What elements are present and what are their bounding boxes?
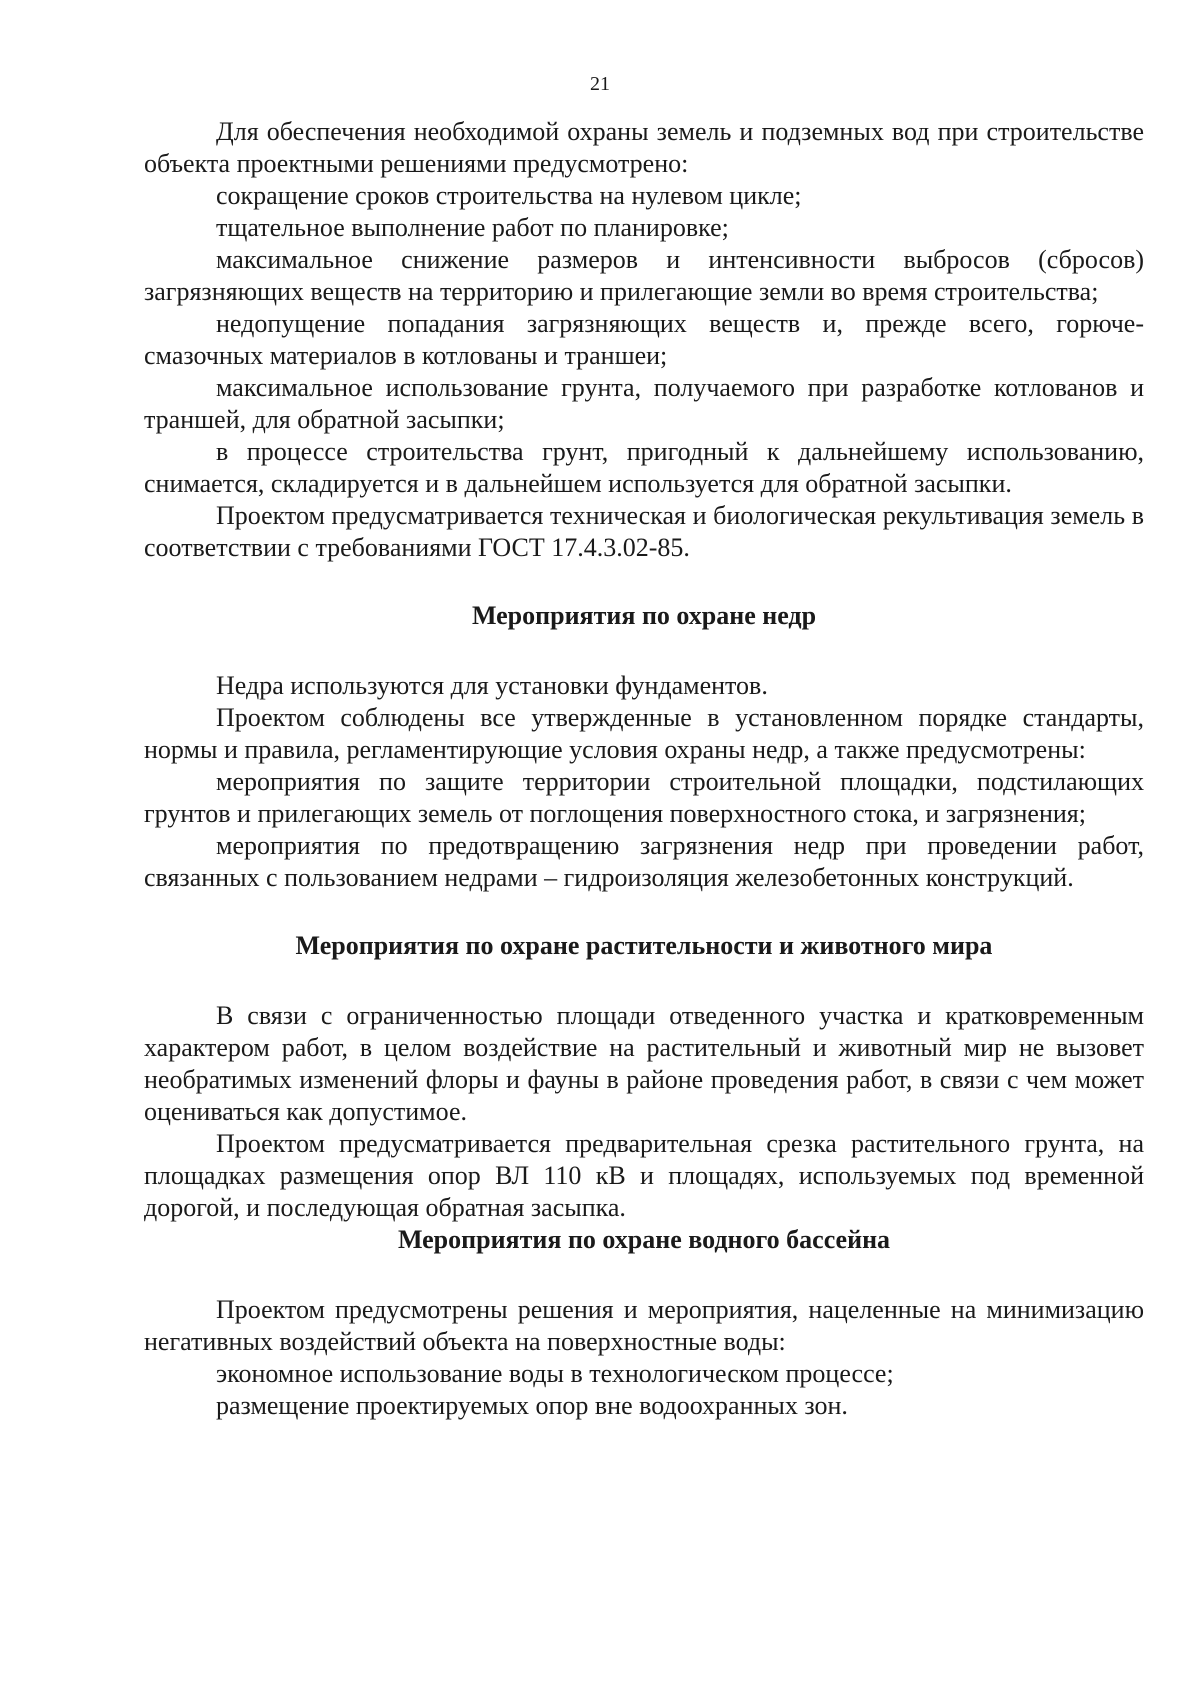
paragraph: В связи с ограниченностью площади отведенного участка и кратковременным характером работ, в целом воздействие на растительный и животный мир не вызовет необратимых изменений флоры и фауны в районе проведения работ, в связи с чем может оцениваться как допустимое. <box>144 1001 1144 1126</box>
paragraph: Проектом предусматривается предварительная срезка растительного грунта, на площадках размещения опор ВЛ 110 кВ и площадях, используемых под временной дорогой, и последующая обратная засыпка. <box>144 1129 1144 1222</box>
paragraph: Проектом предусмотрены решения и мероприятия, нацеленные на минимизацию негативных воздействий объекта на поверхностные воды: <box>144 1295 1144 1356</box>
paragraph: в процессе строительства грунт, пригодный к дальнейшему использованию, снимается, складируется и в дальнейшем используется для обратной засыпки. <box>144 437 1144 498</box>
paragraph: размещение проектируемых опор вне водоохранных зон. <box>216 1391 848 1420</box>
section-water-protection <box>144 1224 1144 1422</box>
paragraph: мероприятия по предотвращению загрязнения недр при проведении работ, связанных с пользованием недрами – гидроизоляция железобетонных конструкций. <box>144 831 1144 892</box>
section-heading: Мероприятия по охране недр <box>471 601 817 630</box>
section-subsoil-protection <box>144 600 1144 894</box>
paragraph: тщательное выполнение работ по планировке; <box>216 213 729 242</box>
section-heading: Мероприятия по охране растительности и животного мира <box>295 931 993 960</box>
paragraph: Проектом соблюдены все утвержденные в установленном порядке стандарты, нормы и правила, регламентирующие условия охраны недр, а также предусмотрены: <box>144 703 1144 764</box>
paragraph: мероприятия по защите территории строительной площадки, подстилающих грунтов и прилегающих земель от поглощения поверхностного стока, и загрязнения; <box>144 767 1144 828</box>
paragraph: Для обеспечения необходимой охраны земель и подземных вод при строительстве объекта проектными решениями предусмотрено: <box>144 117 1144 178</box>
section-flora-fauna-protection <box>144 930 1144 1224</box>
paragraph: сокращение сроков строительства на нулевом цикле; <box>216 181 802 210</box>
paragraph: максимальное снижение размеров и интенсивности выбросов (сбросов) загрязняющих веществ на территорию и прилегающие земли во время строительства; <box>144 245 1144 306</box>
paragraph: Проектом предусматривается техническая и биологическая рекультивация земель в соответствии с требованиями ГОСТ 17.4.3.02-85. <box>144 501 1144 562</box>
paragraph: экономное использование воды в технологическом процессе; <box>216 1359 894 1388</box>
section-land-protection <box>144 116 1144 564</box>
paragraph: недопущение попадания загрязняющих веществ и, прежде всего, горюче-смазочных материалов в котлованы и траншеи; <box>144 309 1144 370</box>
paragraph: максимальное использование грунта, получаемого при разработке котлованов и траншей, для обратной засыпки; <box>144 373 1144 434</box>
section-heading: Мероприятия по охране водного бассейна <box>397 1225 891 1254</box>
page-content <box>144 116 1144 1422</box>
page-number: 21 <box>590 73 610 95</box>
paragraph: Недра используются для установки фундаментов. <box>216 671 768 700</box>
